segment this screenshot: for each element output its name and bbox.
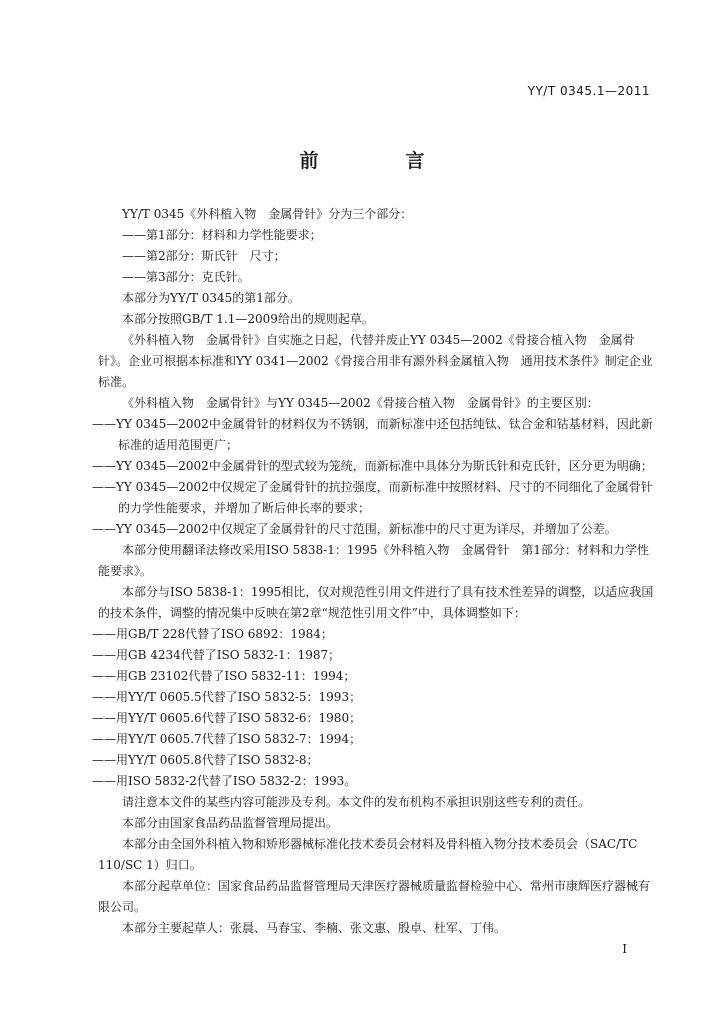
list-item: ——用YY/T 0605.8代替了ISO 5832-8； xyxy=(92,753,319,767)
foreword-body xyxy=(92,204,656,939)
list-item: ——YY 0345—2002中仅规定了金属骨针的尺寸范围，新标准中的尺寸更为详尽，并增加了公差。 xyxy=(92,522,617,536)
paragraph: YY/T 0345《外科植入物 金属骨针》分为三个部分： xyxy=(122,207,413,221)
list-item: ——第3部分：克氏针。 xyxy=(122,270,250,284)
list-item: ——用YY/T 0605.7代替了ISO 5832-7：1994； xyxy=(92,732,362,746)
paragraph: 本部分使用翻译法修改采用ISO 5838-1：1995《外科植入物 金属骨针 第1部分：材料和力学性能要求》。 xyxy=(98,543,650,578)
paragraph: 本部分与ISO 5838-1：1995相比，仅对规范性引用文件进行了具有技术性差异的调整，以适应我国的技术条件，调整的情况集中反映在第2章“规范性引用文件”中，具体调整如下： xyxy=(98,585,654,620)
list-item: ——用ISO 5832-2代替了ISO 5832-2：1993。 xyxy=(92,774,357,788)
paragraph: 《外科植入物 金属骨针》自实施之日起，代替并废止YY 0345—2002《骨接合植入物 金属骨针》。企业可根据本标准和YY 0341—2002《骨接合用非有源外科金属植入物 通用技术条件》制定企业标准。 xyxy=(98,333,653,389)
list-item: ——YY 0345—2002中仅规定了金属骨针的抗拉强度，而新标准中按照材料、尺寸的不同细化了金属骨针的力学性能要求，并增加了断后伸长率的要求； xyxy=(92,480,653,515)
standard-code: YY/T 0345.1—2011 xyxy=(527,84,650,98)
paragraph: 请注意本文件的某些内容可能涉及专利。本文件的发布机构不承担识别这些专利的责任。 xyxy=(122,795,591,809)
paragraph: 本部分主要起草人：张晨、马春宝、李楠、张文惠、殷卓、杜军、丁伟。 xyxy=(122,921,507,935)
list-item: ——用GB 23102代替了ISO 5832-11：1994； xyxy=(92,669,356,683)
paragraph: 《外科植入物 金属骨针》与YY 0345—2002《骨接合植入物 金属骨针》的主要区别： xyxy=(122,396,599,410)
list-item: ——用GB 4234代替了ISO 5832-1：1987； xyxy=(92,648,341,662)
page-number: I xyxy=(622,942,627,956)
list-item: ——YY 0345—2002中金属骨针的型式较为笼统，而新标准中具体分为斯氏针和克氏针，区分更为明确； xyxy=(92,459,653,473)
paragraph: 本部分由全国外科植入物和矫形器械标准化技术委员会材料及骨科植入物分技术委员会（SAC/TC 110/SC 1）归口。 xyxy=(98,837,638,872)
list-item: ——用YY/T 0605.6代替了ISO 5832-6：1980； xyxy=(92,711,362,725)
page-title: 前 言 xyxy=(299,150,459,172)
paragraph: 本部分按照GB/T 1.1—2009给出的规则起草。 xyxy=(122,312,374,326)
paragraph: 本部分起草单位：国家食品药品监督管理局天津医疗器械质量监督检验中心、常州市康辉医疗器械有限公司。 xyxy=(98,879,651,914)
list-item: ——第2部分：斯氏针 尺寸； xyxy=(122,249,286,263)
paragraph: 本部分由国家食品药品监督管理局提出。 xyxy=(122,816,339,830)
list-item: ——第1部分：材料和力学性能要求； xyxy=(122,228,322,242)
list-item: ——用YY/T 0605.5代替了ISO 5832-5：1993； xyxy=(92,690,362,704)
list-item: ——YY 0345—2002中金属骨针的材料仅为不锈钢，而新标准中还包括纯钛、钛合金和钴基材料，因此新标准的适用范围更广； xyxy=(92,417,653,452)
paragraph: 本部分为YY/T 0345的第1部分。 xyxy=(122,291,300,305)
list-item: ——用GB/T 228代替了ISO 6892：1984； xyxy=(92,627,333,641)
